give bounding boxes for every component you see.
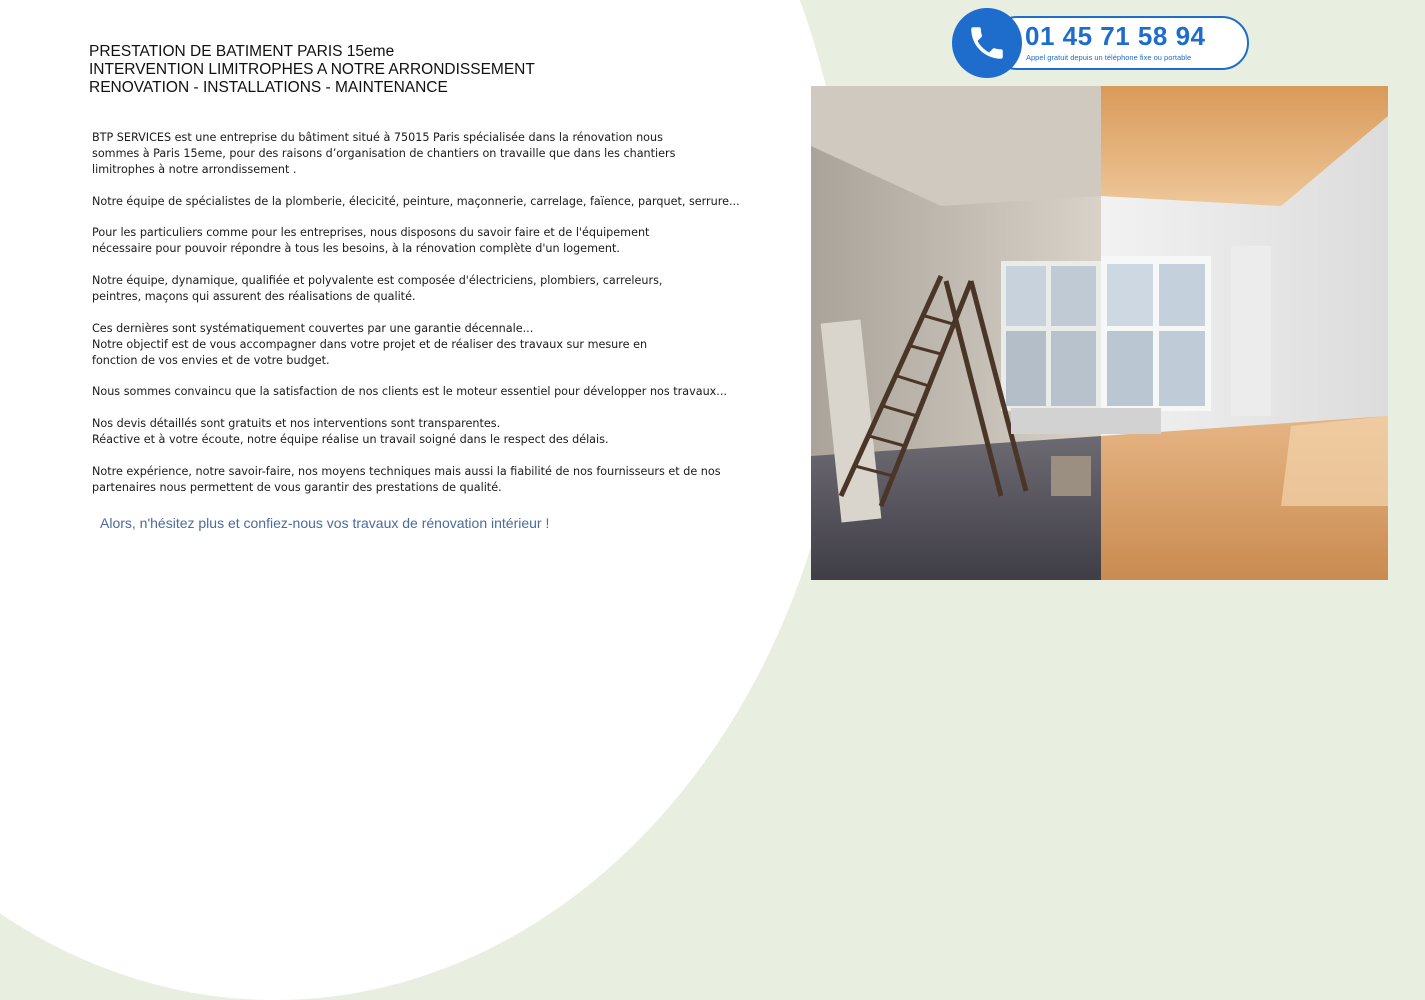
paragraph-line: Pour les particuliers comme pour les entreprises, nous disposons du savoir faire et de l'équipement	[92, 226, 650, 240]
paragraph-5	[92, 321, 782, 369]
paragraph-line: sommes à Paris 15eme, pour des raisons d’organisation de chantiers on travaille que dans les chantiers	[92, 146, 676, 160]
paragraph-line: Nous sommes convaincu que la satisfaction de nos clients est le moteur essentiel pour développer nos travaux...	[92, 385, 727, 399]
paragraph-7	[92, 416, 782, 448]
paragraph-line: Notre équipe de spécialistes de la plomberie, élecicité, peinture, maçonnerie, carrelage, faïence, parquet, serrure...	[92, 194, 740, 208]
renovation-photo	[811, 86, 1388, 580]
title-line-2: INTERVENTION LIMITROPHES A NOTRE ARRONDISSEMENT	[89, 61, 535, 78]
paragraph-3	[92, 225, 782, 257]
paragraph-line: nécessaire pour pouvoir répondre à tous les besoins, à la rénovation complète d'un logement.	[92, 242, 620, 256]
paragraph-line: Notre équipe, dynamique, qualifiée et polyvalente est composée d'électriciens, plombiers, carreleurs,	[92, 274, 663, 288]
paragraph-line: Notre objectif est de vous accompagner dans votre projet et de réaliser des travaux sur mesure en	[92, 337, 648, 351]
paragraph-line: Ces dernières sont systématiquement couvertes par une garantie décennale...	[92, 321, 534, 335]
title-line-1: PRESTATION DE BATIMENT PARIS 15eme	[89, 43, 395, 60]
paragraph-line: Nos devis détaillés sont gratuits et nos interventions sont transparentes.	[92, 417, 501, 431]
paragraph-line: Réactive et à votre écoute, notre équipe réalise un travail soigné dans le respect des délais.	[92, 433, 609, 447]
description-text	[92, 130, 782, 512]
paragraph-line: limitrophes à notre arrondissement .	[92, 162, 297, 176]
paragraph-4	[92, 273, 782, 305]
phone-number[interactable]: 01 45 71 58 94	[1025, 21, 1206, 51]
paragraph-6	[92, 384, 782, 400]
page-title	[89, 43, 535, 97]
paragraph-line: BTP SERVICES est une entreprise du bâtiment situé à 75015 Paris spécialisée dans la rénovation nous	[92, 131, 663, 144]
paragraph-8	[92, 464, 782, 496]
call-to-action: Alors, n'hésitez plus et confiez-nous vos travaux de rénovation intérieur !	[100, 515, 550, 531]
phone-badge[interactable]	[952, 8, 1252, 78]
paragraph-2	[92, 194, 782, 210]
paragraph-line: Notre expérience, notre savoir-faire, nos moyens techniques mais aussi la fiabilité de nos fournisseurs et de nos	[92, 464, 721, 478]
title-line-3: RENOVATION - INSTALLATIONS - MAINTENANCE	[89, 79, 448, 96]
paragraph-1	[92, 130, 782, 178]
phone-icon-glyph	[966, 22, 1008, 64]
paragraph-line: fonction de vos envies et de votre budget.	[92, 353, 330, 367]
phone-subtitle: Appel gratuit depuis un téléphone fixe ou portable	[1026, 53, 1192, 62]
phone-icon[interactable]	[952, 8, 1022, 78]
paragraph-line: peintres, maçons qui assurent des réalisations de qualité.	[92, 290, 416, 304]
paragraph-line: partenaires nous permettent de vous garantir des prestations de qualité.	[92, 480, 502, 494]
